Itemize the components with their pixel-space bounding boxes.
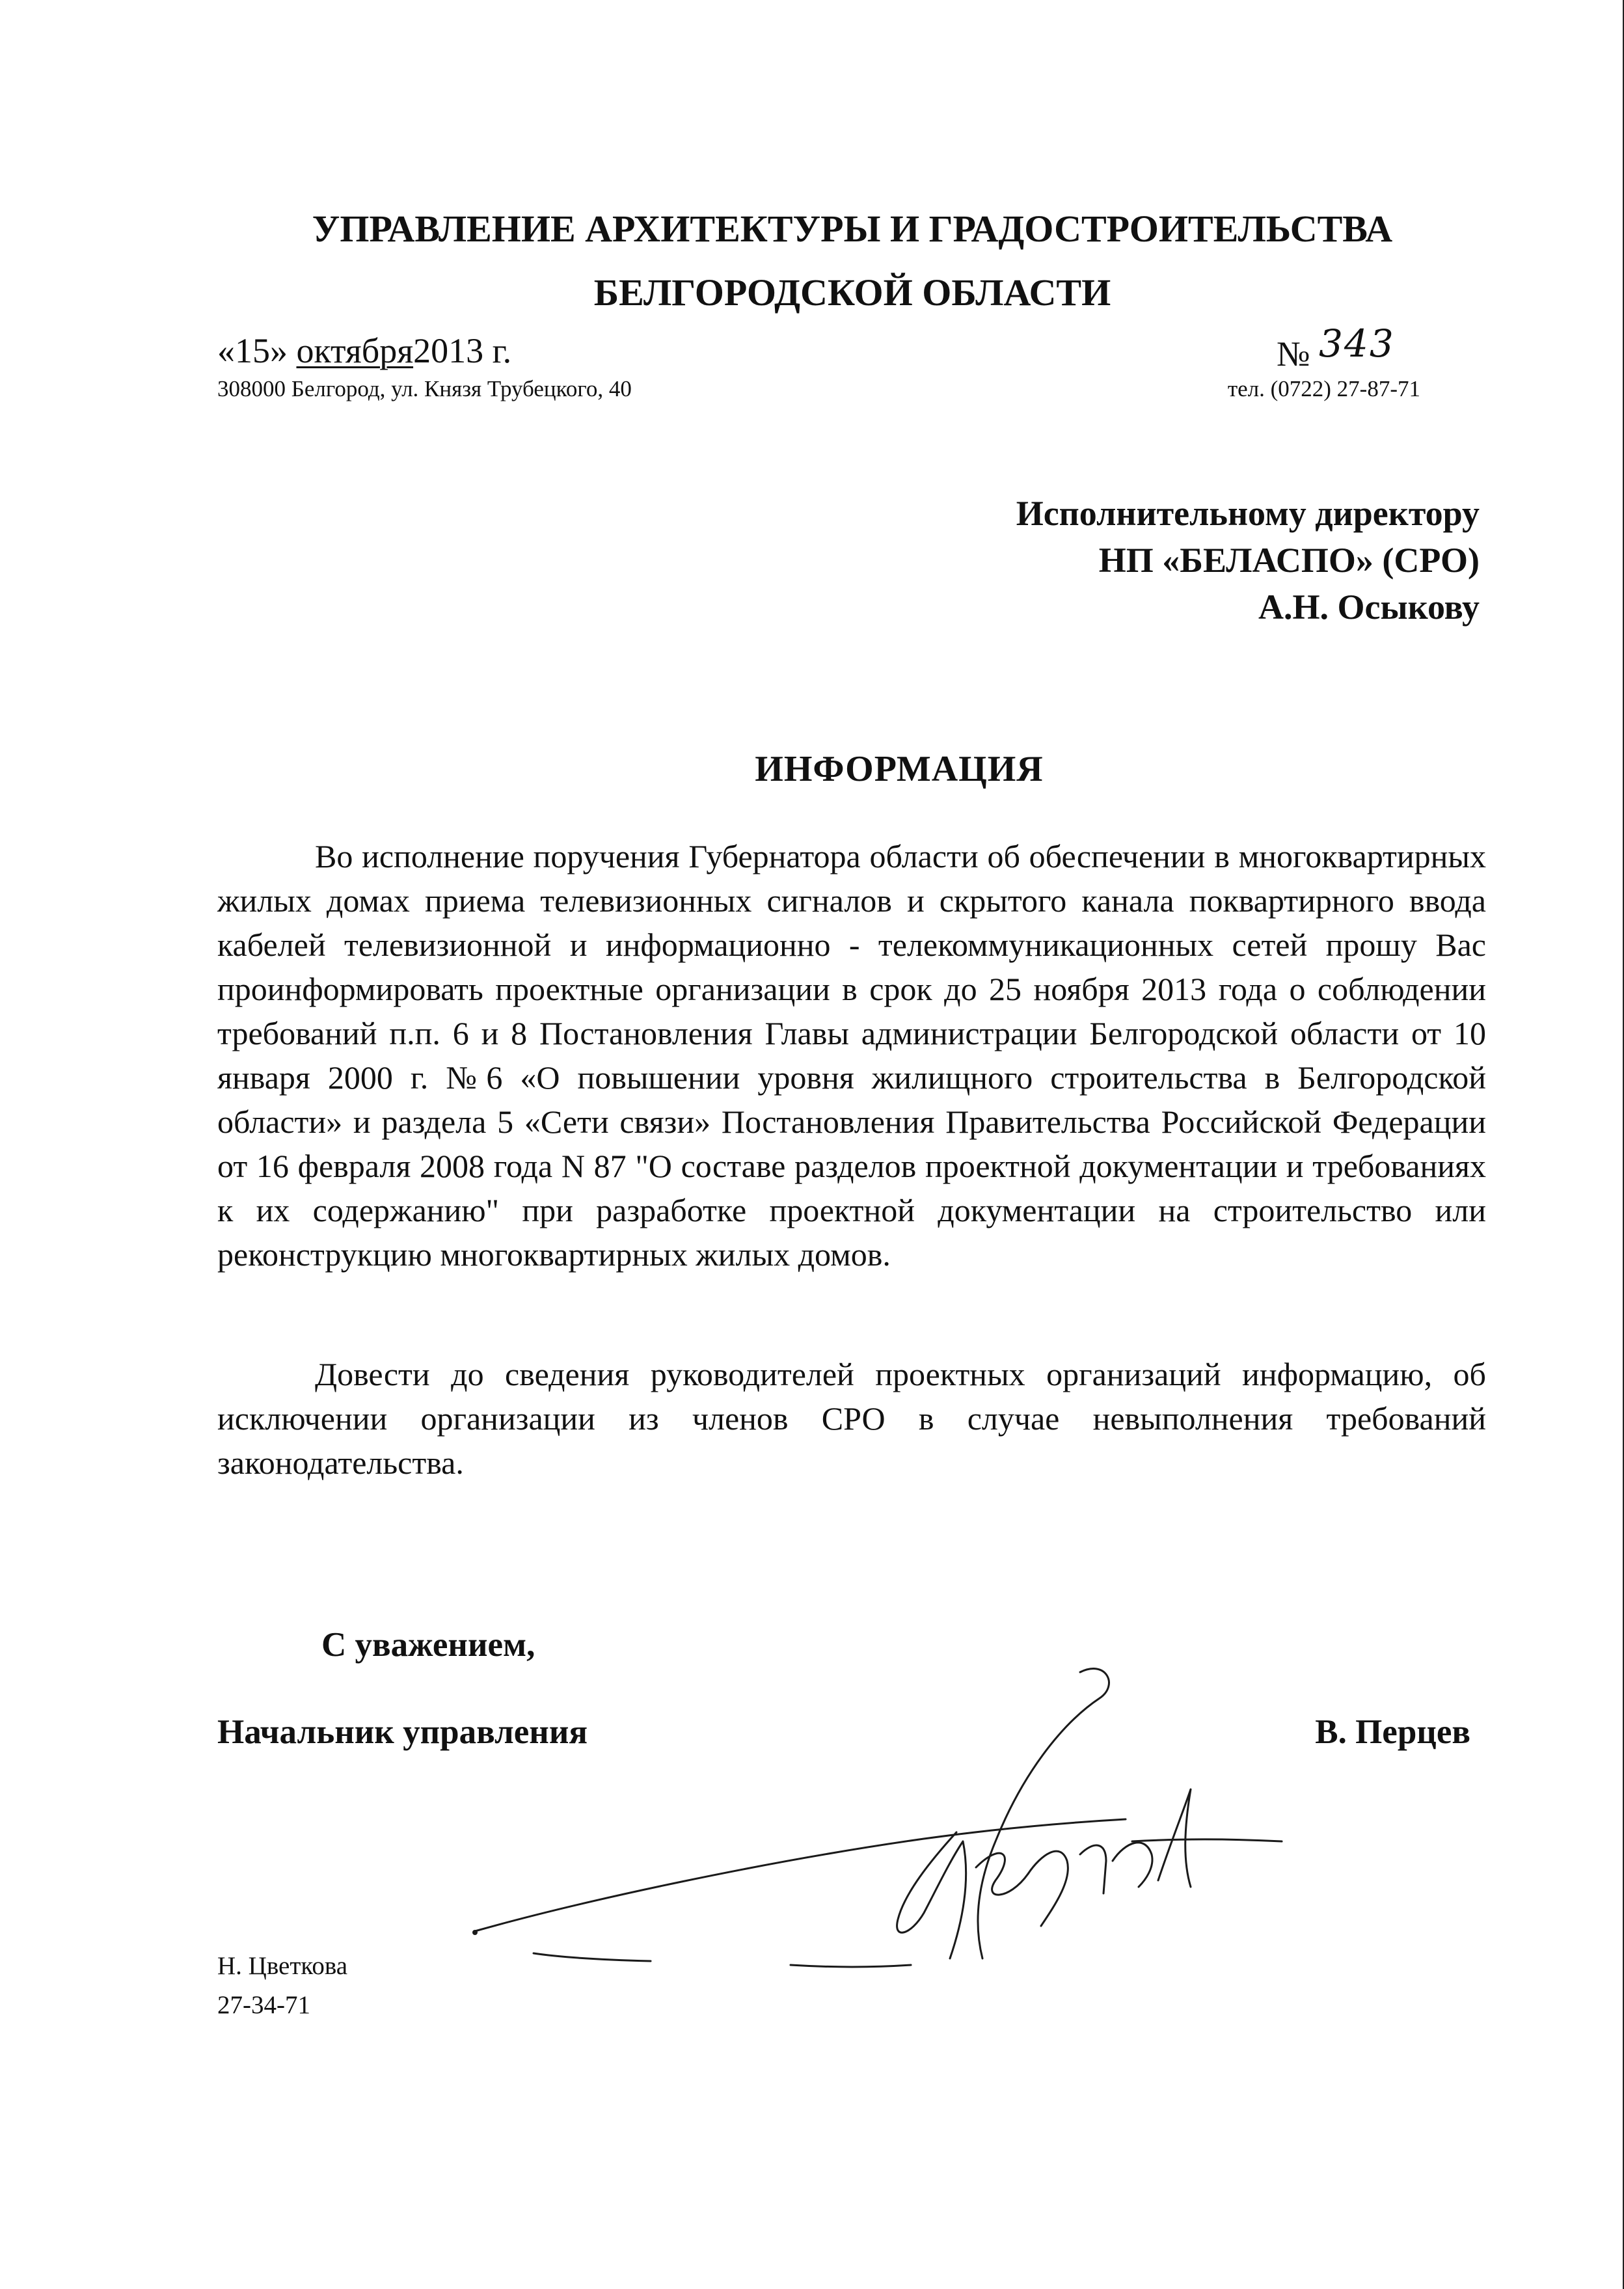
organization-address: 308000 Белгород, ул. Князя Трубецкого, 40 (217, 376, 632, 401)
document-date (217, 331, 511, 371)
organization-phone: тел. (0722) 27-87-71 (1227, 376, 1420, 401)
body-paragraph-1: Во исполнение поручения Губернатора области об обеспечении в многоквартирных жилых домах приема телевизионных сигналов и скрытого канала поквартирного ввода кабелей телевизионной и информационно - телекоммуникационных сетей прошу Вас проинформировать проектные организации в срок до 25 ноября 2013 года о соблюдении требований п.п. 6 и 8 Постановления Главы администрации Белгородской области от 10 января 2000 г. №6 «О повышении уровня жилищного строительства в Белгородской области» и раздела 5 «Сети связи» Постановления Правительства Российской Федерации от 16 февраля 2008 года N 87 "О составе разделов проектной документации и требованиях к их содержанию" при разработке проектной документации на строительство или реконструкцию многоквартирных жилых домов. (217, 838, 1486, 1273)
executor-phone: 27-34-71 (217, 1991, 310, 2019)
recipient-organization: НП «БЕЛАСПО» (СРО) (1098, 541, 1480, 580)
organization-name-line2: БЕЛГОРОДСКОЙ ОБЛАСТИ (593, 271, 1111, 314)
date-month: октября (296, 331, 414, 370)
signatory-position: Начальник управления (217, 1713, 588, 1751)
body-paragraph-2: Довести до сведения руководителей проектных организаций информацию, об исключении организации из членов СРО в случае невыполнения требований законодательства. (217, 1356, 1486, 1481)
document-title: ИНФОРМАЦИЯ (755, 749, 1044, 789)
handwritten-number: 343 (1319, 321, 1395, 366)
organization-name-line1: УПРАВЛЕНИЕ АРХИТЕКТУРЫ И ГРАДОСТРОИТЕЛЬСТВА (312, 208, 1393, 250)
document-number (1277, 321, 1395, 375)
number-label: № (1277, 334, 1310, 373)
executor-info (217, 1947, 347, 2025)
executor-name: Н. Цветкова (217, 1952, 348, 1980)
closing-phrase: С уважением, (321, 1626, 535, 1664)
handwritten-signature (455, 1646, 1301, 2011)
signatory-name: В. Перцев (1315, 1713, 1470, 1751)
recipient-title: Исполнительному директору (1016, 494, 1480, 533)
date-year: 2013 г. (413, 331, 512, 370)
date-day: «15» (217, 331, 288, 370)
recipient-name: А.Н. Осыкову (1258, 588, 1480, 627)
